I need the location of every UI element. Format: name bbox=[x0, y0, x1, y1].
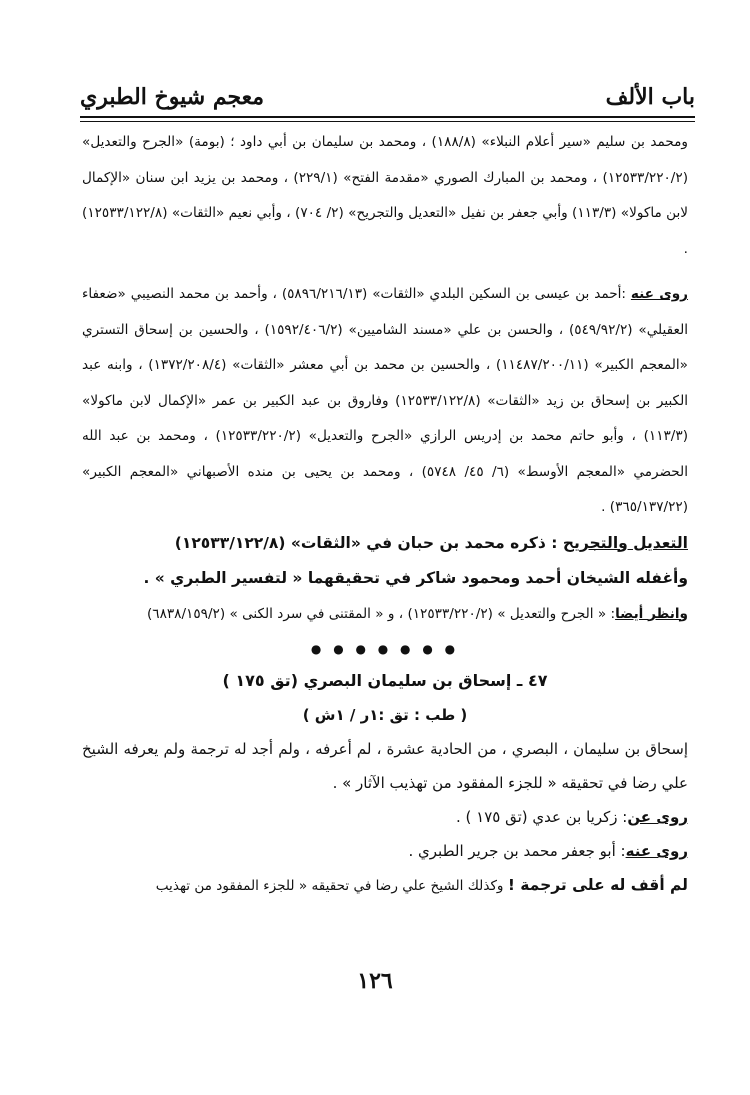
entry-code: ( طب : تق :١ر / ١ش ) bbox=[302, 706, 468, 724]
unzur-label: وانظر أيضا bbox=[615, 605, 688, 622]
tadil-label: التعديل والتجريح bbox=[562, 533, 688, 552]
final-bold-text: لم أقف له على ترجمة ! bbox=[507, 876, 688, 894]
entry-bio: إسحاق بن سليمان ، البصري ، من الحادية عشرة ، لم أعرفه ، ولم أجد له ترجمة ولم يعرفه الشيخ علي رضا في تحقيقه « للجزء المفقود من تهذيب الآثار » . bbox=[82, 740, 688, 792]
narrators-from-him-paragraph bbox=[82, 277, 688, 526]
unzur-paragraph bbox=[82, 597, 688, 633]
intro-paragraph: ومحمد بن سليم «سير أعلام النبلاء» (١٨٨/٨) ، ومحمد بن سليمان بن أبي داود ؛ (بومة) «الجرح والتعديل» (١٢٥٣٣/٢٢٠/٢) ، ومحمد بن المبارك الصوري «مقدمة الفتح» (٢٢٩/١) ، ومحمد بن يزيد ابن سنان «الإكمال لابن ماكولا» (١١٣/٣) وأبي جعفر بن نفيل «التعديل والتجريح» (٢/ ٧٠٤) ، وأبي نعيم «الثقات» (١٢٥٣٣/١٢٢/٨) . bbox=[82, 134, 689, 257]
entry-rawa-an bbox=[82, 800, 688, 834]
rawa-anhu-label: روى عنه bbox=[630, 286, 689, 302]
page-body bbox=[82, 125, 688, 905]
rawa-an-text: : زكريا بن عدي (تق ١٧٥ ) . bbox=[455, 808, 628, 826]
entry-rawa-anhu bbox=[82, 834, 688, 868]
unzur-text: : « الجرح والتعديل » (١٢٥٣٣/٢٢٠/٢) ، و « المقتنى في سرد الكنى » (٦٨٣٨/١٥٩/٢) bbox=[146, 605, 616, 622]
entry-title: ٤٧ ـ إسحاق بن سليمان البصري (تق ١٧٥ ) bbox=[222, 671, 548, 690]
book-title: معجم شيوخ الطبري bbox=[80, 84, 265, 110]
entry-rawa-anhu-label: روى عنه bbox=[625, 842, 688, 860]
entry-final bbox=[82, 868, 688, 905]
final-text: وكذلك الشيخ علي رضا في تحقيقه « للجزء المفقود من تهذيب bbox=[155, 878, 508, 894]
chapter-title: باب الألف bbox=[605, 84, 695, 110]
page-number: ١٢٦ bbox=[357, 968, 393, 994]
rawa-anhu-text: :أحمد بن عيسى بن السكين البلدي «الثقات» (٥٨٩٦/٢١٦/١٣) ، وأحمد بن محمد النصيبي «ضعفاء العقيلي» (٥٤٩/٩٢/٢) ، والحسن بن علي «مسند الشاميين» (١٥٩٢/٤٠٦/٢) ، والحسين بن إسحاق التستري «المعجم الكبير» (١١٤٨٧/٢٠٠/١١) ، والحسين بن محمد بن أبي معشر «الثقات» (١٣٧٢/٢٠٨/٤) ، وابنه عبد الكبير بن إسحاق بن زيد «الثقات» (١٢٥٣٣/١٢٢/٨) وفاروق بن عبد الكبير بن عمر «الإكمال لابن ماكولا» (١١٣/٣) ، وأبو حاتم محمد بن إدريس الرازي «الجرح والتعديل» (١٢٥٣٣/٢٢٠/٢) ، ومحمد بن عبد الله الحضرمي «المعجم الأوسط» (٦/ ٤٥/ ٥٧٤٨) ، ومحمد بن يحيى بن منده الأصبهاني «المعجم الكبير» (٣٦٥/١٣٧/٢٢) . bbox=[82, 286, 688, 515]
running-header bbox=[80, 78, 695, 118]
rawa-an-label: روى عن bbox=[627, 808, 688, 826]
entry-rawa-anhu-text: : أبو جعفر محمد بن جرير الطبري . bbox=[408, 842, 626, 860]
aghfalahu-paragraph: وأغفله الشيخان أحمد ومحمود شاكر في تحقيقهما « لتفسير الطبري » . bbox=[143, 569, 688, 587]
tadil-text: : ذكره محمد بن حبان في «الثقات» (١٢٥٣٣/١٢٢/٨) bbox=[174, 533, 563, 552]
tadil-paragraph bbox=[82, 526, 688, 562]
section-separator: ● ● ● ● ● ● ● bbox=[310, 642, 460, 656]
